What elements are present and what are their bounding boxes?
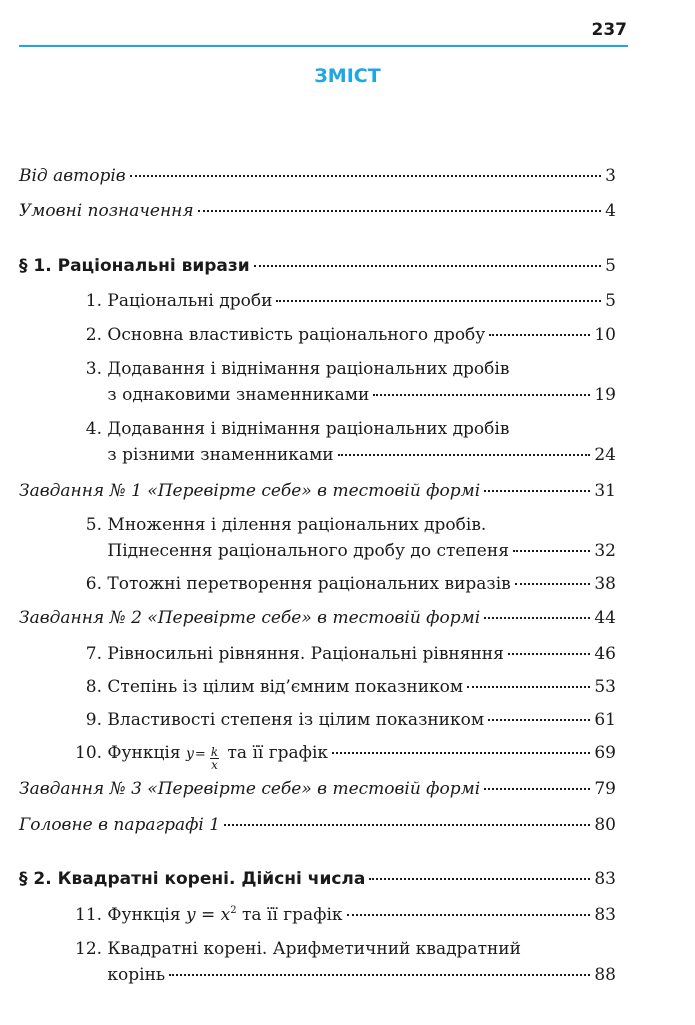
- toc-entry-text: Рівносильні рівняння. Раціональні рівняння: [107, 644, 504, 664]
- leader-dots: [224, 824, 590, 826]
- formula-exponent: 2: [230, 905, 237, 916]
- toc-item-7[interactable]: [75, 644, 616, 664]
- fraction-k-over-x: [210, 746, 219, 771]
- toc-entry-text: Завдання № 3 «Перевірте себе» в тестовій формі: [19, 779, 481, 799]
- toc-task-2[interactable]: [19, 608, 616, 628]
- toc-page-number: 53: [594, 677, 616, 697]
- item-number: 11.: [75, 905, 103, 925]
- toc-item-12[interactable]: [75, 939, 616, 985]
- toc-entry-text: Квадратні корені. Арифметичний квадратний: [107, 939, 521, 959]
- toc-page-number: 5: [605, 291, 616, 311]
- toc-section-2[interactable]: [19, 869, 616, 889]
- leader-dots: [130, 175, 601, 177]
- formula-equals: =: [194, 747, 206, 762]
- toc-page-number: 24: [594, 445, 616, 465]
- toc-entry-text: Властивості степеня із цілим показником: [107, 710, 485, 730]
- toc-entry-text: Тотожні перетворення раціональних виразів: [107, 574, 511, 594]
- toc-entry-text: Степінь із цілим від’ємним показником: [107, 677, 464, 697]
- toc-entry-text-cont: з однаковими знаменниками: [107, 385, 370, 405]
- leader-dots: [515, 583, 591, 585]
- toc-item-4[interactable]: [75, 419, 616, 465]
- toc-page-number: 88: [594, 965, 616, 985]
- toc-page-number: 19: [594, 385, 616, 405]
- toc-page-number: 61: [594, 710, 616, 730]
- toc-entry-text-cont: Піднесення раціонального дробу до степеня: [107, 541, 509, 561]
- toc-page-number: 46: [594, 644, 616, 664]
- page-number: 237: [591, 20, 627, 40]
- toc-task-1[interactable]: [19, 481, 616, 501]
- item-number: 1.: [85, 291, 102, 311]
- leader-dots: [198, 210, 602, 212]
- toc-entry-symbols[interactable]: [19, 201, 616, 221]
- page-title: ЗМІСТ: [314, 65, 381, 87]
- toc-item-11[interactable]: [75, 905, 616, 928]
- item-number: 7.: [85, 644, 102, 664]
- leader-dots: [276, 300, 601, 302]
- toc-entry-text: Функція: [107, 743, 181, 763]
- toc-entry-text-post: та її графік: [227, 743, 329, 763]
- toc-page-number: 31: [594, 481, 616, 501]
- toc-entry-text: Умовні позначення: [19, 201, 194, 221]
- toc-entry-text-post: та її графік: [242, 905, 343, 925]
- toc-page-number: 4: [605, 201, 616, 221]
- toc-page-number: 83: [594, 905, 616, 925]
- item-number: 10.: [75, 743, 103, 763]
- toc-entry-text: Додавання і віднімання раціональних дробів: [107, 359, 510, 379]
- toc-entry-text: Раціональні дроби: [107, 291, 273, 311]
- toc-item-6[interactable]: [75, 574, 616, 594]
- toc-page-number: 69: [594, 743, 616, 763]
- toc-item-9[interactable]: [75, 710, 616, 730]
- toc-page-number: 32: [594, 541, 616, 561]
- leader-dots: [508, 653, 591, 655]
- toc-task-3[interactable]: [19, 779, 616, 799]
- section-heading: § 1. Раціональні вирази: [19, 256, 250, 276]
- item-number: 3.: [85, 359, 102, 379]
- leader-dots: [347, 914, 591, 916]
- toc-page-number: 10: [594, 325, 616, 345]
- toc-item-5[interactable]: [75, 515, 616, 561]
- toc-page-number: 38: [594, 574, 616, 594]
- toc-entry-text-cont: корінь: [107, 965, 166, 985]
- item-number: 9.: [85, 710, 102, 730]
- leader-dots: [513, 550, 590, 552]
- toc-entry-text: Завдання № 1 «Перевірте себе» в тестовій формі: [19, 481, 481, 501]
- toc-entry-text: Функція: [107, 905, 181, 925]
- toc-page-number: 83: [594, 869, 616, 889]
- toc-entry-text: Додавання і віднімання раціональних дробів: [107, 419, 510, 439]
- section-heading: § 2. Квадратні корені. Дійсні числа: [19, 869, 366, 889]
- toc-entry-text: Множення і ділення раціональних дробів.: [107, 515, 487, 535]
- formula-y-equals-x-squared: y = x: [185, 905, 231, 925]
- item-number: 2.: [85, 325, 102, 345]
- toc-entry-text: Від авторів: [19, 166, 126, 186]
- toc-summary-1[interactable]: [19, 815, 616, 835]
- header-rule: [19, 45, 628, 47]
- toc-entry-text: Основна властивість раціонального дробу: [107, 325, 486, 345]
- toc-entry-text: Завдання № 2 «Перевірте себе» в тестовій формі: [19, 608, 481, 628]
- leader-dots: [169, 974, 590, 976]
- toc-item-8[interactable]: [75, 677, 616, 697]
- leader-dots: [332, 752, 590, 754]
- toc-page-number: 79: [594, 779, 616, 799]
- fraction-numerator: k: [210, 745, 219, 759]
- leader-dots: [489, 334, 590, 336]
- leader-dots: [488, 719, 590, 721]
- item-number: 5.: [85, 515, 102, 535]
- toc-item-3[interactable]: [75, 359, 616, 405]
- item-number: 8.: [85, 677, 102, 697]
- toc-page-number: 5: [605, 256, 616, 276]
- toc-item-1[interactable]: [75, 291, 616, 311]
- leader-dots: [484, 617, 590, 619]
- toc-section-1[interactable]: [19, 256, 616, 276]
- leader-dots: [484, 490, 590, 492]
- item-number: 6.: [85, 574, 102, 594]
- toc-item-2[interactable]: [75, 325, 616, 345]
- fraction-denominator: x: [211, 758, 218, 772]
- item-number: 12.: [75, 939, 103, 959]
- toc-entry-text: Головне в параграфі 1: [19, 815, 221, 835]
- toc-entry-text-cont: з різними знаменниками: [107, 445, 334, 465]
- formula-var-y: y: [185, 746, 194, 762]
- leader-dots: [338, 454, 591, 456]
- leader-dots: [254, 265, 602, 267]
- toc-page-number: 3: [605, 166, 616, 186]
- toc-item-10[interactable]: [75, 743, 616, 773]
- leader-dots: [369, 878, 590, 880]
- toc-entry-authors[interactable]: [19, 166, 616, 186]
- leader-dots: [373, 394, 590, 396]
- toc-page-number: 80: [594, 815, 616, 835]
- toc-page-number: 44: [594, 608, 616, 628]
- item-number: 4.: [85, 419, 102, 439]
- leader-dots: [467, 686, 590, 688]
- leader-dots: [484, 788, 590, 790]
